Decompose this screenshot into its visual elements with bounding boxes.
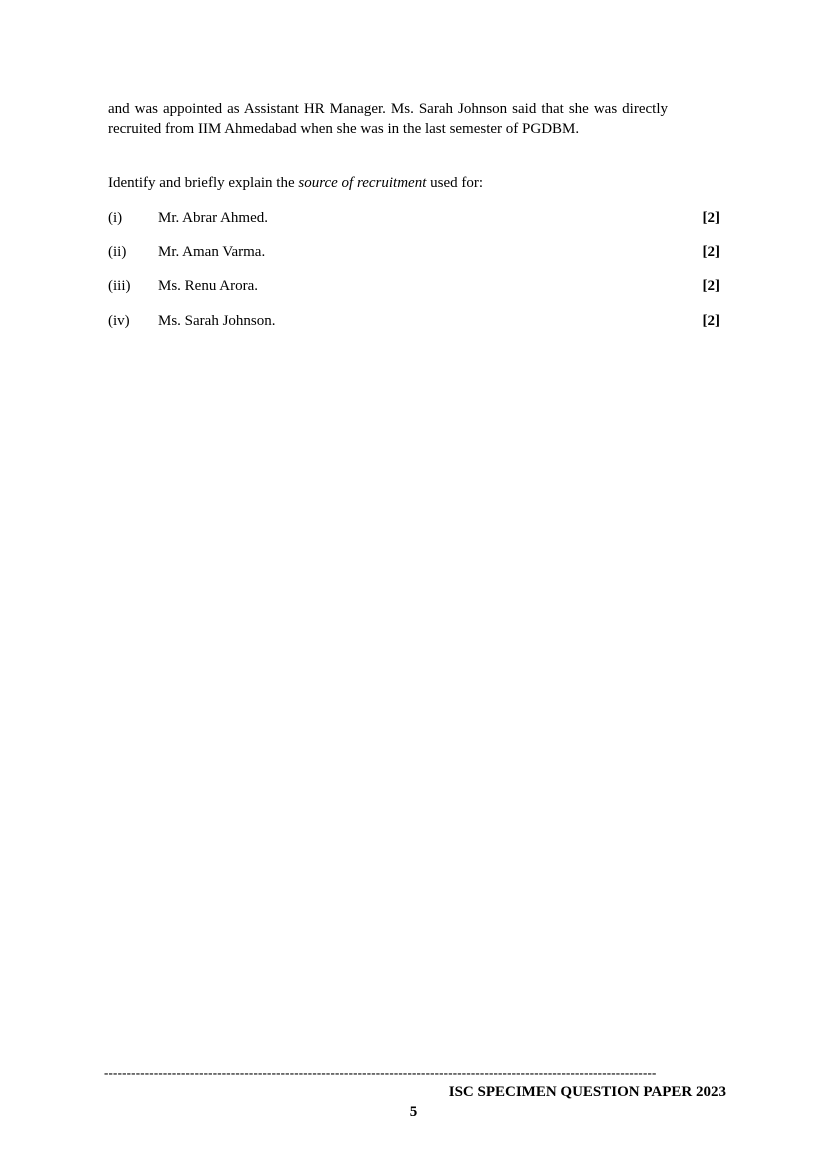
sub-question-marks: [2] bbox=[702, 244, 720, 260]
instruction-emphasis: source of recruitment bbox=[298, 175, 427, 191]
sub-question bbox=[108, 311, 720, 331]
sub-question-text: Mr. Abrar Ahmed. bbox=[158, 210, 268, 226]
sub-question-number: (ii) bbox=[108, 244, 127, 260]
sub-question-number: (iii) bbox=[108, 278, 131, 294]
instruction-prefix: Identify and briefly explain the bbox=[108, 175, 299, 191]
sub-question-marks: [2] bbox=[702, 278, 720, 294]
sub-question-text: Ms. Sarah Johnson. bbox=[158, 313, 276, 329]
sub-question-marks: [2] bbox=[702, 313, 720, 329]
sub-question-number: (iv) bbox=[108, 313, 130, 329]
sub-question bbox=[108, 208, 720, 228]
page-number: 5 bbox=[409, 1104, 418, 1120]
passage-paragraph: and was appointed as Assistant HR Manager. Ms. Sarah Johnson said that she was directly recruited from IIM Ahmedabad when she was in the last semester of PGDBM. bbox=[108, 101, 668, 137]
question-instruction bbox=[108, 173, 483, 193]
sub-question bbox=[108, 276, 720, 296]
instruction-suffix: used for: bbox=[426, 175, 484, 191]
footer-divider: -------------------------------------------------------------------------------------------------------------------------- bbox=[104, 1066, 657, 1080]
sub-question-text: Ms. Renu Arora. bbox=[158, 278, 258, 294]
sub-question bbox=[108, 242, 720, 262]
sub-question-marks: [2] bbox=[702, 210, 720, 226]
sub-question-number: (i) bbox=[108, 210, 123, 226]
sub-question-text: Mr. Aman Varma. bbox=[158, 244, 266, 260]
footer-title: ISC SPECIMEN QUESTION PAPER 2023 bbox=[448, 1084, 726, 1100]
